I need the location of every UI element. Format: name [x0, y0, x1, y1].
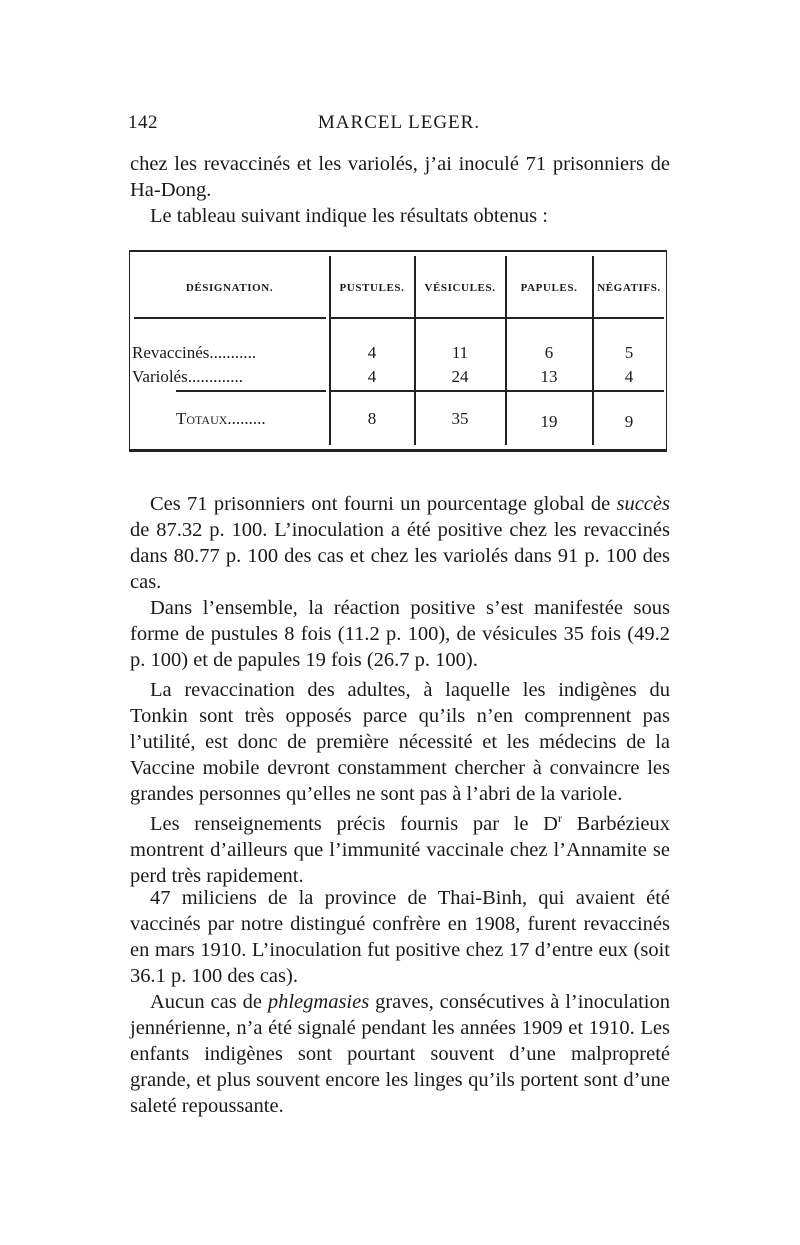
table-total-cell: 35	[451, 409, 469, 428]
header-designation: DÉSIGNATION.	[185, 282, 274, 294]
header-pustules: PUSTULES.	[339, 282, 405, 294]
paragraph-renseignements: Les renseignements précis fournis par le $D^r$ Barbézieux montrent d’ailleurs que l’immunité vaccinale chez l’Annamite se perd très rapidement.	[130, 811, 671, 887]
header-vesicules: VÉSICULES.	[424, 282, 496, 294]
table-rule	[329, 390, 664, 392]
paragraph-miliciens: 47 miliciens de la province de Thai-Binh, qui avaient été vaccinés par notre distingué confrère en 1908, furent revaccinés en mars 1910. L’inoculation fut positive chez 17 d’entre eux (soit 36.1 p. 100 des cas).	[130, 887, 670, 987]
table-cell: 6	[544, 343, 554, 362]
paragraph-results: Ces 71 prisonniers ont fourni un pourcentage global de succès de 87.32 p. 100. L’inoculation a été positive chez les revaccinés dans 80.77 p. 100 des cas et chez les variolés dans 91 p. 100 des cas.	[130, 493, 670, 593]
table-cell: 13	[540, 367, 558, 386]
table-cell: 11	[451, 343, 469, 362]
table-cell: 4	[624, 367, 634, 386]
table-cell: 4	[367, 343, 377, 362]
header-papules: PAPULES.	[520, 282, 578, 294]
emphasis-succes: succès	[616, 493, 670, 515]
table-intro-line: Le tableau suivant indique les résultats obtenus :	[150, 205, 548, 227]
table-total-cell: 8	[367, 409, 377, 428]
table-cell: 4	[367, 367, 377, 386]
row-label-revaccines: Revaccinés...........	[132, 343, 257, 362]
paragraph-phlegmasies: Aucun cas de phlegmasies graves, consécutives à l’inoculation jennérienne, n’a été signalé pendant les années 1909 et 1910. Les enfants indigènes sont pourtant souvent d’une malpropreté grande, et plus souvent encore les linges qu’ils portent sont d’une saleté repoussante.	[130, 991, 670, 1117]
table-cell: 5	[624, 343, 634, 362]
table-rule	[176, 390, 326, 392]
row-label-varioles: Variolés.............	[132, 367, 243, 386]
table-rule	[329, 317, 664, 319]
table-cell: 24	[451, 367, 469, 386]
table-rule	[134, 317, 326, 319]
emphasis-phlegmasies: phlegmasies	[267, 991, 370, 1013]
row-label-totaux: Totaux.........	[176, 409, 266, 428]
paragraph-ensemble: Dans l’ensemble, la réaction positive s’est manifestée sous forme de pustules 8 fois (11.2 p. 100), de vésicules 35 fois (49.2 p. 100) et de papules 19 fois (26.7 p. 100).	[130, 597, 670, 671]
page-number: 142	[128, 112, 158, 133]
paragraph-revaccination: La revaccination des adultes, à laquelle les indigènes du Tonkin sont très opposés parce qu’ils n’en comprennent pas l’utilité, est donc de première nécessité et les médecins de la Vaccine mobile devront constamment chercher à convaincre les grandes personnes qu’elles ne sont pas à l’abri de la variole.	[130, 679, 670, 805]
running-title: MARCEL LEGER.	[317, 112, 481, 133]
running-header	[128, 112, 670, 138]
header-negatifs: NÉGATIFS.	[597, 282, 661, 294]
intro-paragraph: chez les revaccinés et les variolés, j’ai inoculé 71 prisonniers de Ha-Dong.	[130, 153, 670, 201]
results-table	[129, 250, 667, 452]
table-total-cell: 9	[624, 412, 634, 431]
table-total-cell: 19	[540, 412, 558, 431]
